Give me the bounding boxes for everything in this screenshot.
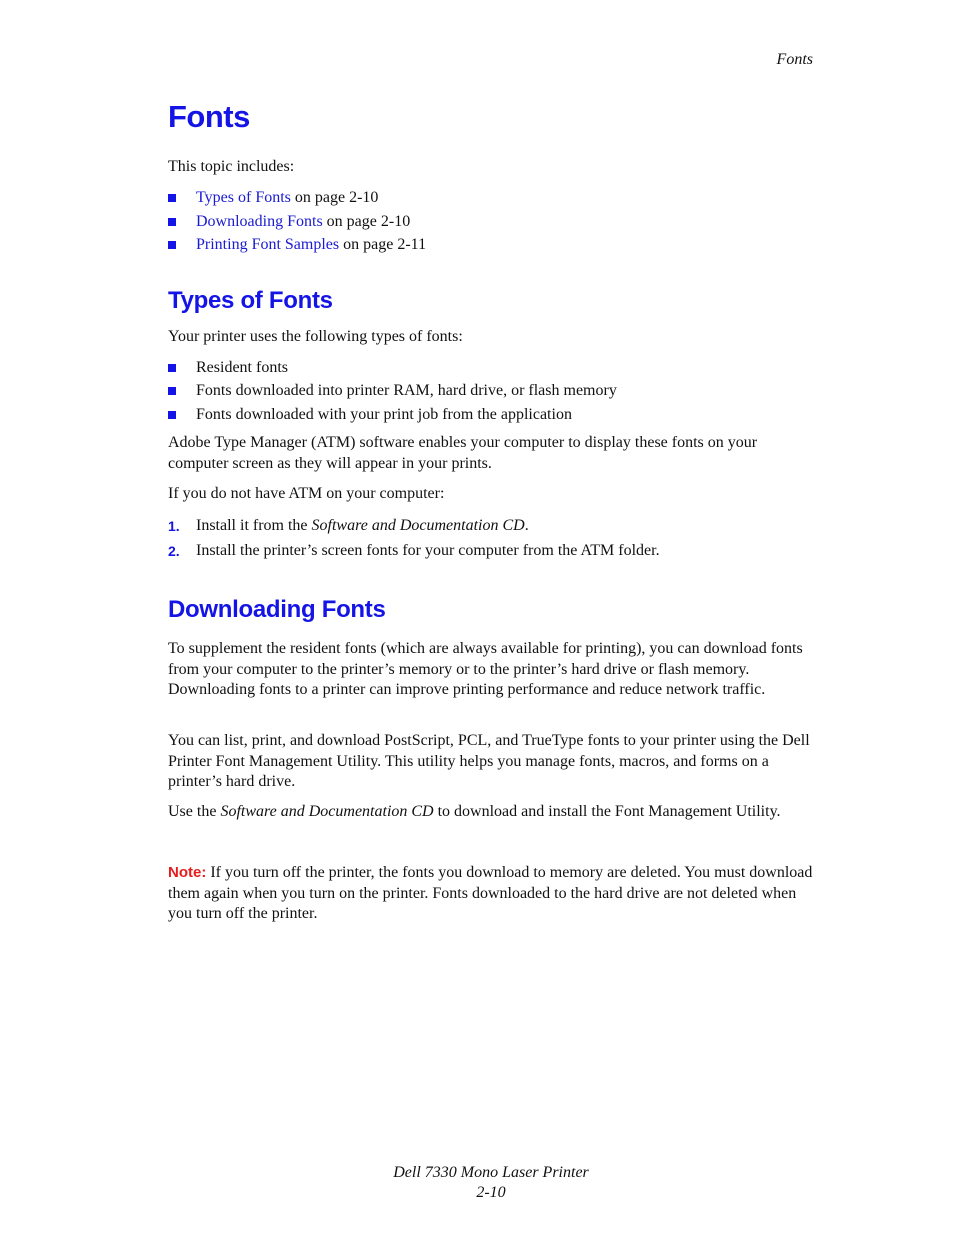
section-heading-types-of-fonts: Types of Fonts [168, 287, 333, 314]
toc-page-ref: on page 2-10 [322, 213, 411, 230]
topic-intro: This topic includes: [168, 158, 295, 175]
downloading-paragraph-2: You can list, print, and download PostScript, PCL, and TrueType fonts to your printer using the Dell Printer Font Management Utility. This utility helps you manage fonts, macros, and forms on a printer’s hard drive. [168, 732, 810, 790]
bullet-icon [168, 387, 176, 395]
bullet-icon [168, 364, 176, 372]
toc-link-types-of-fonts[interactable]: Types of Fonts [196, 189, 291, 206]
page-title: Fonts [168, 99, 250, 134]
cd-title: Software and Documentation CD [311, 517, 525, 534]
footer-product-name: Dell 7330 Mono Laser Printer [393, 1164, 589, 1181]
toc-page-ref: on page 2-11 [339, 236, 427, 253]
toc-page-ref: on page 2-10 [290, 189, 379, 206]
toc-link-printing-font-samples[interactable]: Printing Font Samples [196, 236, 340, 253]
bullet-icon [168, 194, 176, 202]
cd-title: Software and Documentation CD [220, 803, 434, 820]
running-head: Fonts [776, 51, 813, 68]
bullet-icon [168, 411, 176, 419]
note-label: Note: [168, 864, 207, 881]
step-number: 1. [168, 518, 180, 534]
step-number: 2. [168, 543, 180, 559]
note-paragraph: Note: If you turn off the printer, the fonts you download to memory are deleted. You must download them again when you turn on the printer. Fonts downloaded to the hard drive are not deleted when you turn off the printer. [168, 864, 813, 922]
footer-page-number: 2-10 [476, 1184, 506, 1201]
toc-link-downloading-fonts[interactable]: Downloading Fonts [196, 213, 323, 230]
downloading-paragraph-3: Use the Software and Documentation CD to download and install the Font Management Utility. [168, 803, 781, 820]
bullet-icon [168, 218, 176, 226]
downloading-paragraph-1: To supplement the resident fonts (which are always available for printing), you can download fonts from your computer to the printer’s memory or to the printer’s hard drive or flash memory. Downloading fonts to a printer can improve printing performance and reduce network traffic. [168, 640, 803, 698]
page-footer [0, 1163, 954, 1203]
bullet-icon [168, 241, 176, 249]
types-intro: Your printer uses the following types of fonts: [168, 328, 463, 345]
section-heading-downloading-fonts: Downloading Fonts [168, 596, 386, 623]
atm-paragraph: Adobe Type Manager (ATM) software enables your computer to display these fonts on your computer screen as they will appear in your prints. [168, 434, 758, 472]
no-atm-intro: If you do not have ATM on your computer: [168, 485, 445, 502]
